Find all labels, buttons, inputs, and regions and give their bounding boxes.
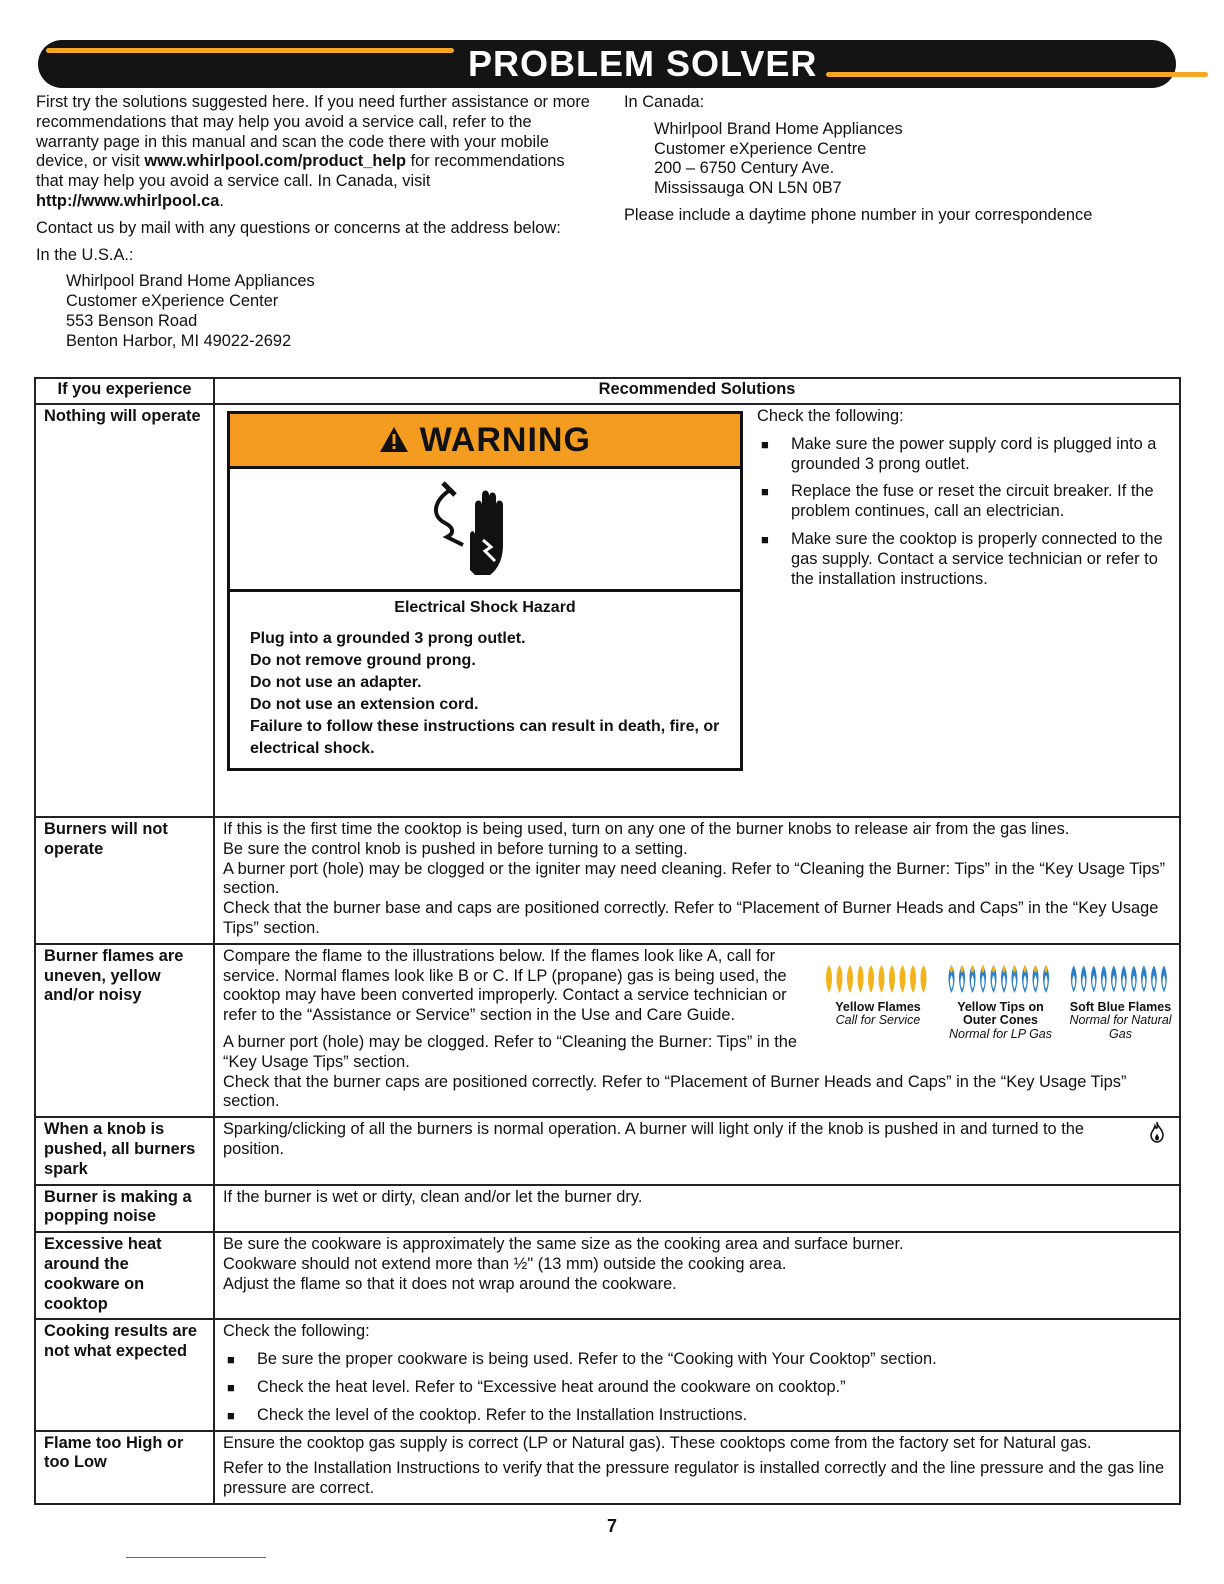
intro-right-column xyxy=(624,93,1184,233)
flame-illustrations xyxy=(823,963,1173,1041)
solution-line: A burner port (hole) may be clogged or the igniter may need cleaning. Refer to “Cleaning the Burner: Tips” in the “Key Usage Tips” section. xyxy=(223,859,1166,898)
flame-mark xyxy=(900,965,906,993)
flame-note: Normal for Natural Gas xyxy=(1069,1013,1172,1041)
bullet-icon: ■ xyxy=(227,1352,235,1368)
flame-note: Call for Service xyxy=(835,1013,921,1028)
flame-example xyxy=(823,963,933,1041)
table-row xyxy=(35,1185,1180,1233)
page-header xyxy=(38,40,1176,88)
flame-mark xyxy=(879,965,885,993)
phone-note: Please include a daytime phone number in your correspondence xyxy=(624,205,1093,224)
bullet-icon: ■ xyxy=(761,436,769,452)
warning-line: Failure to follow these instructions can result in death, fire, or electrical shock. xyxy=(250,717,720,757)
column-header: Recommended Solutions xyxy=(214,378,1180,404)
contact-paragraph: Contact us by mail with any questions or concerns at the address below: xyxy=(36,218,561,237)
address-line: 200 – 6750 Century Ave. xyxy=(654,159,835,178)
bullet-icon: ■ xyxy=(227,1407,235,1423)
problem-cell: Burner is making a popping noise xyxy=(35,1185,214,1233)
solution-paragraph: Compare the flame to the illustrations below. If the flames look like A, call for service. Normal flames look like B or C. If LP (propane) gas is being used, the cooktop may have been converted improperly. Contact a service technician or refer to the “Assistance or Service” section in the Use and Care Guide. xyxy=(223,946,787,1025)
solution-line: Adjust the flame so that it does not wrap around the cookware. xyxy=(223,1274,677,1293)
canada-address xyxy=(654,120,1184,199)
address-line: Whirlpool Brand Home Appliances xyxy=(654,119,903,138)
solution-line: If this is the first time the cooktop is being used, turn on any one of the burner knobs to release air from the gas lines. xyxy=(223,820,1070,838)
hazard-title: Electrical Shock Hazard xyxy=(394,599,576,616)
solution-cell xyxy=(214,1117,1180,1184)
table-header-row xyxy=(35,378,1180,404)
solution-paragraph: Check that the burner caps are positioned correctly. Refer to “Placement of Burner Heads and Caps” in the “Key Usage Tips” section. xyxy=(223,1072,1127,1111)
problem-cell: Burners will not operate xyxy=(35,817,214,944)
warning-line: Plug into a grounded 3 prong outlet. xyxy=(250,629,526,647)
footer-rule xyxy=(126,1557,266,1558)
problem-cell: Cooking results are not what expected xyxy=(35,1319,214,1430)
address-line: Benton Harbor, MI 49022-2692 xyxy=(66,331,292,350)
page-number: 7 xyxy=(606,1516,617,1536)
header-accent-left xyxy=(46,48,454,53)
list-item-text: Check the level of the cooktop. Refer to the Installation Instructions. xyxy=(257,1405,748,1424)
solution-cell xyxy=(214,1431,1180,1504)
flame-mark xyxy=(826,965,832,993)
warning-line: Do not remove ground prong. xyxy=(250,651,476,669)
flame-mark xyxy=(837,965,843,993)
flame-name: Yellow Tips on Outer Cones xyxy=(957,999,1044,1028)
solution-cell xyxy=(214,1232,1180,1319)
flame-example xyxy=(943,963,1058,1041)
list-item xyxy=(223,1378,1171,1398)
warning-line: Do not use an extension cord. xyxy=(250,695,479,713)
table-row xyxy=(35,1117,1180,1184)
list-item-text: Make sure the power supply cord is plugged into a grounded 3 prong outlet. xyxy=(791,434,1157,473)
table-row xyxy=(35,944,1180,1117)
address-line: Whirlpool Brand Home Appliances xyxy=(66,272,315,291)
flame-mark xyxy=(868,965,874,993)
address-line: 553 Benson Road xyxy=(66,311,198,330)
bullet-icon: ■ xyxy=(227,1379,235,1395)
header-accent-right xyxy=(826,72,1208,77)
list-item xyxy=(757,435,1171,475)
page-title: PROBLEM SOLVER xyxy=(468,43,818,84)
yellow-flames-icon xyxy=(823,963,933,995)
table-row xyxy=(35,1431,1180,1504)
warning-header xyxy=(230,414,740,469)
warning-triangle-icon xyxy=(379,421,419,459)
flame-note: Normal for LP Gas xyxy=(948,1026,1053,1041)
solution-line: Sparking/clicking of all the burners is normal operation. A burner will light only if the knob is pushed in and turned to the xyxy=(223,1120,1085,1139)
list-item-text: Make sure the cooktop is properly connected to the gas supply. Contact a service technician or refer to the installation instructions. xyxy=(791,529,1163,588)
canada-site-link[interactable]: http://www.whirlpool.ca xyxy=(36,191,220,210)
solution-paragraph: Refer to the Installation Instructions to verify that the pressure regulator is installed correctly and the line pressure and the gas line pressure are correct. xyxy=(223,1459,1165,1498)
intro-text: First try the solutions suggested here. If you need further assistance or more recommendations that may help you avoid a service call, refer to the warranty page in this manual and scan the code there with your mobile device, or visit xyxy=(36,93,590,171)
solution-paragraph: Ensure the cooktop gas supply is correct (LP or Natural gas). These cooktops come from the factory set for Natural gas. xyxy=(223,1433,1092,1452)
product-help-link[interactable]: www.whirlpool.com/product_help xyxy=(144,152,407,171)
problem-cell: Nothing will operate xyxy=(35,404,214,817)
problem-cell: When a knob is pushed, all burners spark xyxy=(35,1117,214,1184)
flame-mark xyxy=(910,965,916,993)
solution-cell xyxy=(214,1319,1180,1430)
warning-line: Do not use an adapter. xyxy=(250,673,422,691)
intro-text: for recommendations that may help you avoid a service call. In Canada, visit xyxy=(36,152,565,191)
solution-line: Be sure the cookware is approximately the same size as the cooking area and surface burner. xyxy=(223,1235,904,1254)
solution-line: position. xyxy=(223,1139,285,1158)
problem-cell: Burner flames are uneven, yellow and/or noisy xyxy=(35,944,214,1117)
intro-text: . xyxy=(219,191,224,210)
solution-cell xyxy=(214,817,1180,944)
flame-mark xyxy=(889,965,895,993)
table-row xyxy=(35,817,1180,944)
shock-hazard-icon xyxy=(230,469,740,592)
problem-cell: Flame too High or too Low xyxy=(35,1431,214,1504)
list-item xyxy=(223,1350,1171,1370)
list-item xyxy=(223,1406,1171,1426)
solution-paragraph: A burner port (hole) may be clogged. Refer to “Cleaning the Burner: Tips” in the “Key Usage Tips” section. xyxy=(223,1032,797,1071)
solution-line: Be sure the control knob is pushed in before turning to a setting. xyxy=(223,839,688,858)
solution-line: Cookware should not extend more than ½" (13 mm) outside the cooking area. xyxy=(223,1254,787,1273)
ignite-position-icon xyxy=(1147,1120,1167,1150)
flame-name: Soft Blue Flames xyxy=(1069,999,1172,1014)
canada-label: In Canada: xyxy=(624,93,705,111)
table-row xyxy=(35,1232,1180,1319)
list-item xyxy=(757,482,1171,522)
problem-solver-table xyxy=(34,377,1181,1505)
column-header: If you experience xyxy=(35,378,214,404)
list-item-text: Be sure the proper cookware is being used. Refer to the “Cooking with Your Cooktop” section. xyxy=(257,1350,937,1369)
flame-name: Yellow Flames xyxy=(835,999,921,1014)
solution-line: Check that the burner base and caps are positioned correctly. Refer to “Placement of Burner Heads and Caps” in the “Key Usage Tips” section. xyxy=(223,899,1159,937)
bullet-icon: ■ xyxy=(761,531,769,547)
address-line: Customer eXperience Centre xyxy=(654,139,867,158)
table-row xyxy=(35,404,1180,817)
bullet-icon: ■ xyxy=(761,484,769,500)
table-row xyxy=(35,1319,1180,1430)
solution-cell: If the burner is wet or dirty, clean and/or let the burner dry. xyxy=(214,1185,1180,1233)
intro-paragraph xyxy=(36,93,596,212)
warning-title: WARNING xyxy=(419,421,591,459)
warning-box xyxy=(227,411,743,771)
list-item-text: Check the heat level. Refer to “Excessive heat around the cookware on cooktop.” xyxy=(257,1377,846,1396)
warning-text xyxy=(230,592,740,768)
check-label: Check the following: xyxy=(223,1322,370,1341)
list-item-text: Replace the fuse or reset the circuit breaker. If the problem continues, call an electrician. xyxy=(791,482,1154,521)
flame-mark xyxy=(847,965,853,993)
flame-mark xyxy=(921,965,927,993)
flame-example xyxy=(1068,963,1173,1041)
solution-cell xyxy=(214,404,1180,817)
address-line: Mississauga ON L5N 0B7 xyxy=(654,179,842,198)
flame-mark xyxy=(858,965,864,993)
problem-cell: Excessive heat around the cookware on cooktop xyxy=(35,1232,214,1319)
yellow-tip-flames-icon xyxy=(943,963,1058,995)
check-label: Check the following: xyxy=(757,407,904,425)
solution-cell xyxy=(214,944,1180,1117)
list-item xyxy=(757,530,1171,589)
blue-flames-icon xyxy=(1068,963,1173,995)
check-list xyxy=(743,405,1179,781)
usa-label: In the U.S.A.: xyxy=(36,245,134,264)
address-line: Customer eXperience Center xyxy=(66,292,279,311)
usa-address xyxy=(66,272,596,351)
intro-left-column xyxy=(36,93,596,352)
